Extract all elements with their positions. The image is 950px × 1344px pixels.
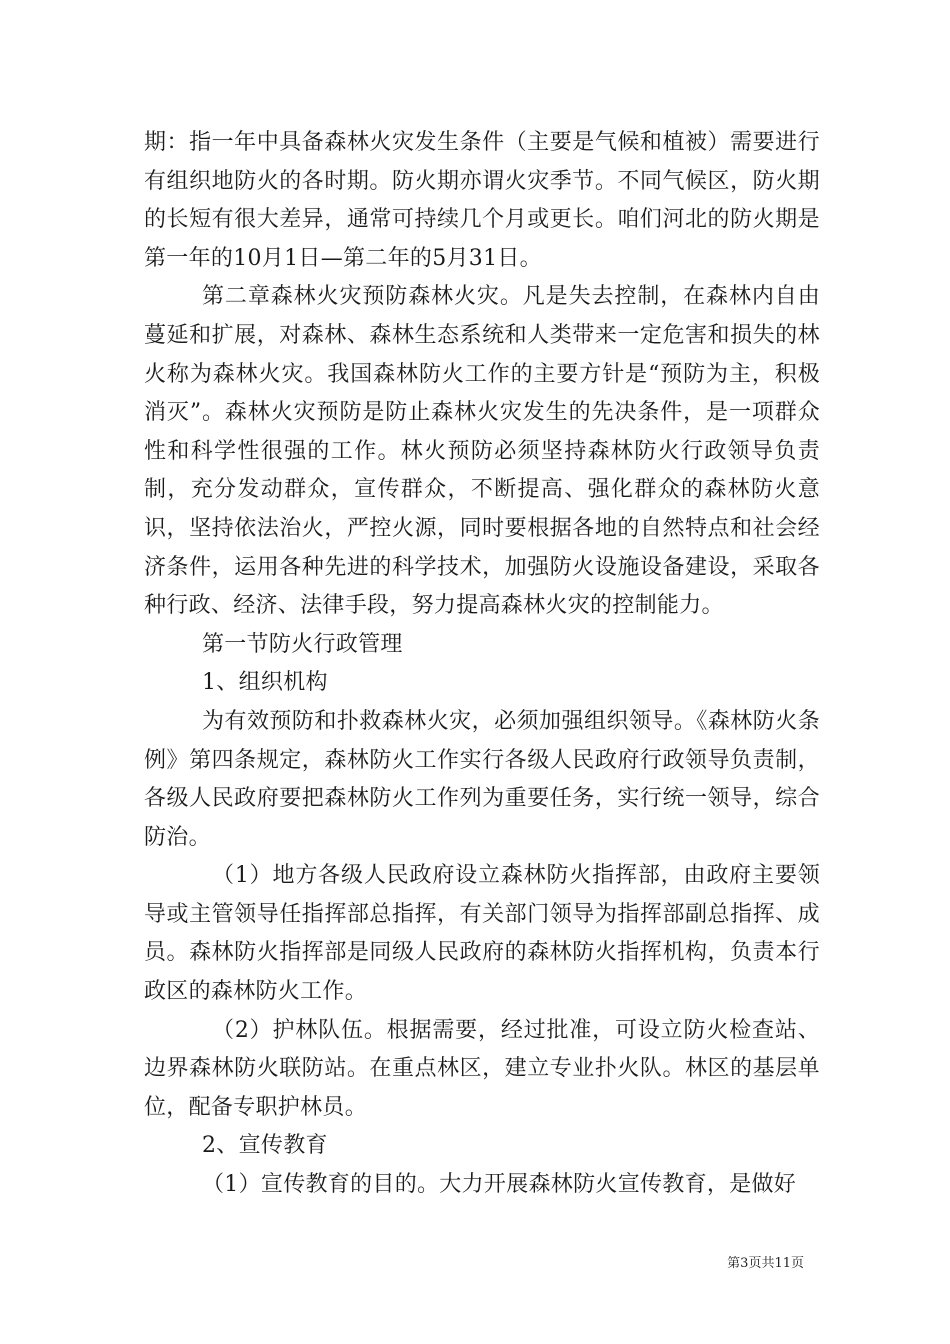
- page-number: 第3页共11页: [727, 1256, 804, 1271]
- document-body: [144, 124, 820, 1205]
- subheading-organization: 1、组织机构: [202, 670, 328, 696]
- paragraph-fire-season: 期：指一年中具备森林火灾发生条件（主要是气候和植被）需要进行有组织地防火的各时期。防火期亦谓火灾季节。不同气候区，防火期的长短有很大差异，通常可持续几个月或更长。咱们河北的防火期是第一年的10月1日—第二年的5月31日。: [144, 130, 820, 271]
- section-heading-admin: 第一节防火行政管理: [202, 631, 403, 657]
- paragraph-publicity-purpose: （1）宣传教育的目的。大力开展森林防火宣传教育，是做好: [202, 1172, 797, 1198]
- paragraph-organization: 为有效预防和扑救森林火灾，必须加强组织领导。《森林防火条例》第四条规定，森林防火工作实行各级人民政府行政领导负责制，各级人民政府要把森林防火工作列为重要任务，实行统一领导，综合防治。: [144, 708, 820, 850]
- paragraph-command-center: （1）地方各级人民政府设立森林防火指挥部，由政府主要领导或主管领导任指挥部总指挥，有关部门领导为指挥部副总指挥、成员。森林防火指挥部是同级人民政府的森林防火指挥机构，负责本行政区的森林防火工作。: [144, 863, 820, 1005]
- paragraph-ranger-teams: （2）护林队伍。根据需要，经过批准，可设立防火检查站、边界森林防火联防站。在重点林区，建立专业扑火队。林区的基层单位，配备专职护林员。: [144, 1017, 820, 1120]
- paragraph-chapter-two: 第二章森林火灾预防森林火灾。凡是失去控制，在森林内自由蔓延和扩展，对森林、森林生态系统和人类带来一定危害和损失的林火称为森林火灾。我国森林防火工作的主要方针是“预防为主，积极消灭”。森林火灾预防是防止森林火灾发生的先决条件，是一项群众性和科学性很强的工作。林火预防必须坚持森林防火行政领导负责制，充分发动群众，宣传群众，不断提高、强化群众的森林防火意识，坚持依法治火，严控火源，同时要根据各地的自然特点和社会经济条件，运用各种先进的科学技术，加强防火设施设备建设，采取各种行政、经济、法律手段，努力提高森林火灾的控制能力。: [144, 284, 820, 619]
- subheading-publicity: 2、宣传教育: [202, 1133, 328, 1159]
